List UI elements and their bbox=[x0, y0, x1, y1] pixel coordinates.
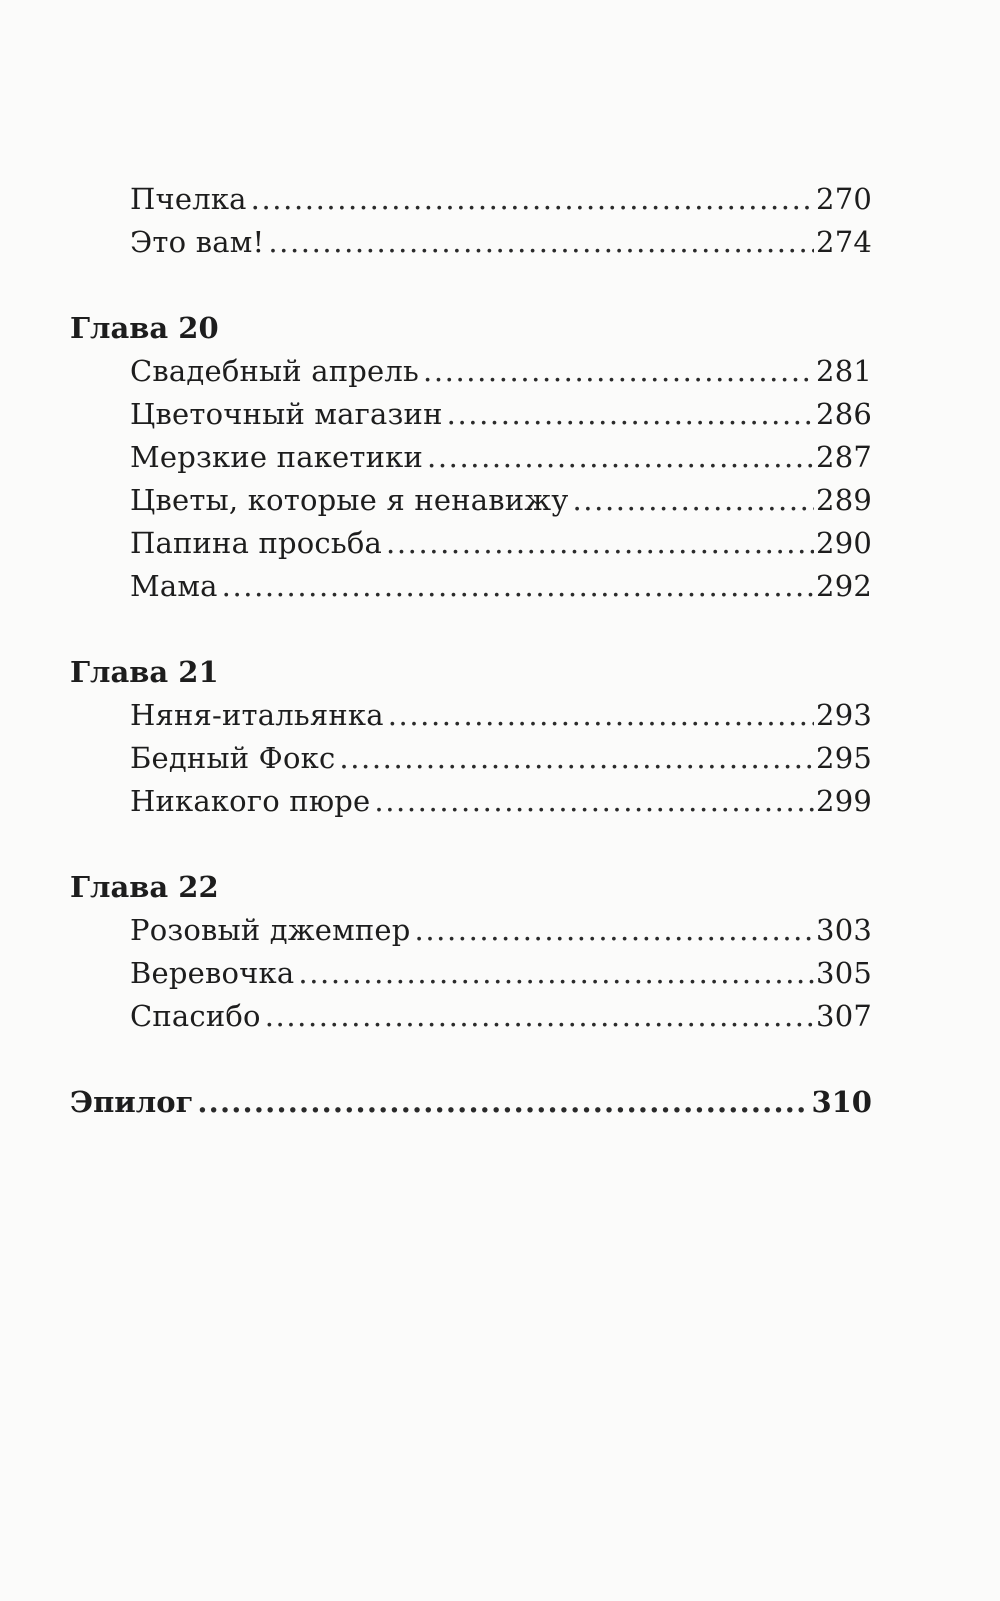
toc-entry bbox=[130, 952, 872, 994]
toc-entry-title: Веревочка bbox=[130, 956, 295, 990]
toc-entry-title: Пчелка bbox=[130, 182, 247, 216]
toc-entry-page: 290 bbox=[816, 526, 872, 560]
chapter-heading: Глава 20 bbox=[70, 311, 219, 345]
toc-entry-page: 287 bbox=[816, 440, 872, 474]
dot-leader bbox=[298, 952, 814, 994]
dot-leader bbox=[423, 350, 814, 392]
toc-entry bbox=[130, 350, 872, 392]
toc-entry-title: Папина просьба bbox=[130, 526, 383, 560]
toc-entry-page: 295 bbox=[816, 741, 872, 775]
toc-entry-page: 270 bbox=[816, 182, 872, 216]
toc-epilogue bbox=[70, 1081, 872, 1123]
toc-entry bbox=[130, 479, 872, 521]
toc-entry-title: Бедный Фокс bbox=[130, 741, 336, 775]
toc-entry-title: Эпилог bbox=[70, 1085, 194, 1119]
dot-leader bbox=[572, 479, 814, 521]
chapter-heading: Глава 21 bbox=[70, 655, 219, 689]
toc-entry bbox=[130, 436, 872, 478]
toc-entry bbox=[130, 178, 872, 220]
toc-entry-page: 307 bbox=[816, 999, 872, 1033]
toc-entry-title: Свадебный апрель bbox=[130, 354, 419, 388]
toc-entry bbox=[130, 995, 872, 1037]
toc-entry-title: Цветочный магазин bbox=[130, 397, 443, 431]
dot-leader bbox=[265, 995, 814, 1037]
dot-leader bbox=[251, 178, 814, 220]
toc-entry-title: Мерзкие пакетики bbox=[130, 440, 424, 474]
toc-entry-title: Никакого пюре bbox=[130, 784, 371, 818]
dot-leader bbox=[268, 221, 814, 263]
toc-entry bbox=[130, 522, 872, 564]
toc-entry-page: 305 bbox=[816, 956, 872, 990]
toc-entry-page: 292 bbox=[816, 569, 872, 603]
dot-leader bbox=[427, 436, 814, 478]
toc-entry-title: Спасибо bbox=[130, 999, 261, 1033]
toc-entry-page: 286 bbox=[816, 397, 872, 431]
toc-entry bbox=[130, 909, 872, 951]
toc-entry bbox=[130, 565, 872, 607]
dot-leader bbox=[386, 522, 814, 564]
toc-entry-title: Мама bbox=[130, 569, 218, 603]
toc-entry bbox=[130, 393, 872, 435]
dot-leader bbox=[415, 909, 815, 951]
dot-leader bbox=[339, 737, 814, 779]
toc-entry-page: 281 bbox=[816, 354, 872, 388]
toc-entry-page: 274 bbox=[816, 225, 872, 259]
dot-leader bbox=[388, 694, 814, 736]
dot-leader bbox=[197, 1081, 809, 1123]
chapter-heading: Глава 22 bbox=[70, 870, 219, 904]
dot-leader bbox=[222, 565, 814, 607]
toc-entry bbox=[130, 780, 872, 822]
toc-entry-page: 289 bbox=[816, 483, 872, 517]
dot-leader bbox=[447, 393, 814, 435]
toc-entry-page: 293 bbox=[816, 698, 872, 732]
toc-entry-page: 299 bbox=[816, 784, 872, 818]
toc-entry bbox=[130, 221, 872, 263]
toc-entry-page: 310 bbox=[811, 1085, 872, 1119]
toc-entry-title: Цветы, которые я ненавижу bbox=[130, 483, 569, 517]
toc-entry-title: Это вам! bbox=[130, 225, 265, 259]
toc-entry-title: Розовый джемпер bbox=[130, 913, 411, 947]
toc-entry bbox=[130, 694, 872, 736]
toc-entry bbox=[130, 737, 872, 779]
toc-entry-page: 303 bbox=[816, 913, 872, 947]
dot-leader bbox=[374, 780, 814, 822]
toc-entry-title: Няня-итальянка bbox=[130, 698, 384, 732]
